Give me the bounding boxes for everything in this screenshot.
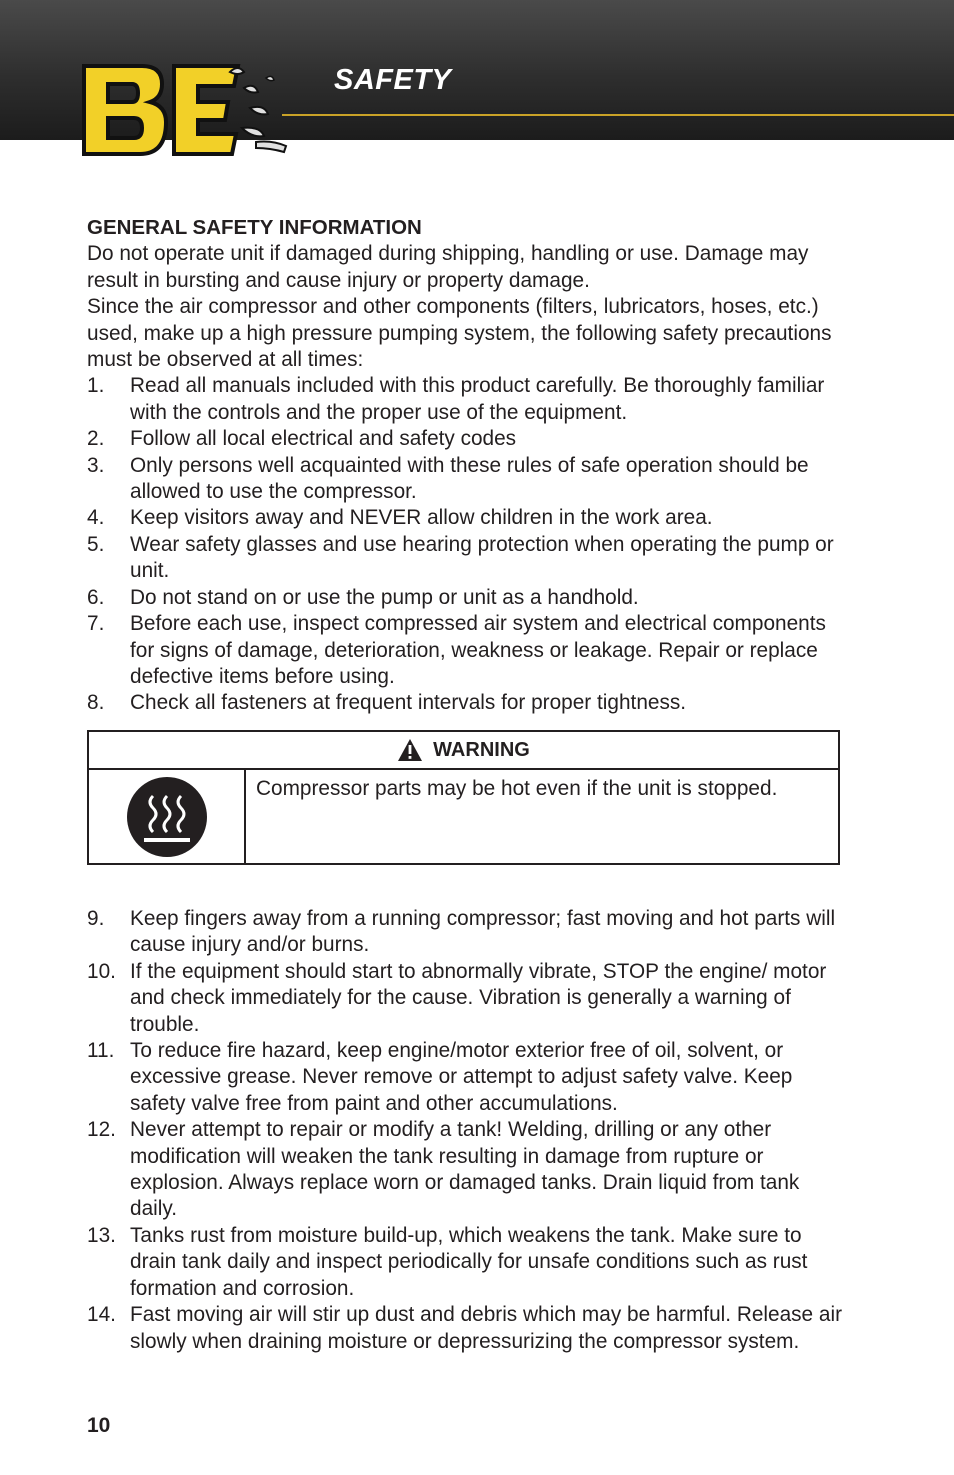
additional-precautions: [87, 906, 843, 1355]
warning-body: [89, 770, 838, 863]
warning-header: [89, 732, 838, 770]
list-item: [87, 959, 843, 1038]
item-number: 7.: [87, 612, 105, 636]
hot-surface-icon: [126, 776, 208, 858]
item-number: 8.: [87, 691, 105, 715]
warning-label: WARNING: [433, 738, 530, 761]
item-number: 6.: [87, 585, 105, 609]
section-heading: GENERAL SAFETY INFORMATION: [87, 216, 422, 239]
warning-text: Compressor parts may be hot even if the unit is stopped.: [256, 777, 778, 800]
item-text: Only persons well acquainted with these rules of safe operation should be allowed to use the compressor.: [130, 453, 809, 504]
precautions-list-continued: [87, 906, 843, 1355]
list-item: [87, 1038, 843, 1117]
list-item: [87, 453, 843, 506]
intro-paragraph-2: Since the air compressor and other components (filters, lubricators, hoses, etc.) used, make up a high pressure pumping system, the following safety precautions must be observed at all times:: [87, 295, 832, 372]
warning-box: [87, 730, 840, 865]
item-number: 14.: [87, 1303, 116, 1327]
item-number: 13.: [87, 1223, 116, 1247]
list-item: [87, 690, 843, 716]
item-text: Check all fasteners at frequent intervals for proper tightness.: [130, 691, 687, 715]
item-number: 2.: [87, 427, 105, 451]
list-item: [87, 906, 843, 959]
item-text: Tanks rust from moisture build-up, which weakens the tank. Make sure to drain tank daily and inspect periodically for unsafe conditions such as rust formation and corrosion.: [130, 1223, 808, 1300]
list-item: [87, 1117, 843, 1223]
list-item: [87, 1223, 843, 1302]
item-number: 4.: [87, 506, 105, 530]
list-item: [87, 505, 843, 531]
item-text: Wear safety glasses and use hearing protection when operating the pump or unit.: [130, 532, 834, 583]
item-number: 9.: [87, 907, 105, 930]
list-item: [87, 611, 843, 690]
warning-triangle-icon: [397, 738, 423, 762]
item-text: Follow all local electrical and safety codes: [130, 427, 517, 451]
item-number: 10.: [87, 959, 116, 983]
intro-paragraph-1: Do not operate unit if damaged during shipping, handling or use. Damage may result in bursting and cause injury or property damage.: [87, 242, 809, 292]
item-text: Read all manuals included with this product carefully. Be thoroughly familiar with the controls and the proper use of the equipment.: [130, 374, 825, 424]
page-header: [0, 0, 954, 140]
item-text: Never attempt to repair or modify a tank! Welding, drilling or any other modification will weaken the tank resulting in damage from rupture or explosion. Always replace worn or damaged tanks. Drain liquid from tank daily.: [130, 1118, 800, 1221]
list-item: [87, 426, 843, 452]
item-text: Fast moving air will stir up dust and debris which may be harmful. Release air slowly when draining moisture or depressurizing the compressor system.: [130, 1303, 843, 1353]
item-text: Keep fingers away from a running compressor; fast moving and hot parts will cause injury and/or burns.: [130, 907, 836, 957]
item-text: If the equipment should start to abnormally vibrate, STOP the engine/ motor and check immediately for the cause. Vibration is generally a warning of trouble.: [130, 959, 827, 1036]
list-item: [87, 1302, 843, 1355]
item-text: To reduce fire hazard, keep engine/motor exterior free of oil, solvent, or excessive grease. Never remove or attempt to adjust safety valve. Keep safety valve free from paint and other accumulations.: [130, 1039, 793, 1115]
item-number: 1.: [87, 374, 105, 398]
item-number: 5.: [87, 532, 105, 556]
be-logo: [80, 58, 295, 158]
header-accent-rule: [282, 114, 954, 116]
page-number: 10: [87, 1414, 111, 1437]
warning-icon-cell: [89, 770, 246, 863]
precautions-list: [87, 373, 843, 716]
item-number: 3.: [87, 453, 105, 477]
item-text: Before each use, inspect compressed air system and electrical components for signs of damage, deterioration, weakness or leakage. Repair or replace defective items before using.: [130, 612, 826, 688]
item-text: Do not stand on or use the pump or unit as a handhold.: [130, 585, 639, 609]
list-item: [87, 532, 843, 585]
item-number: 12.: [87, 1118, 116, 1142]
list-item: [87, 585, 843, 611]
item-text: Keep visitors away and NEVER allow children in the work area.: [130, 506, 713, 530]
section-title: SAFETY: [334, 64, 452, 96]
list-item: [87, 373, 843, 426]
general-safety-section: [87, 215, 843, 717]
item-number: 11.: [87, 1039, 115, 1063]
